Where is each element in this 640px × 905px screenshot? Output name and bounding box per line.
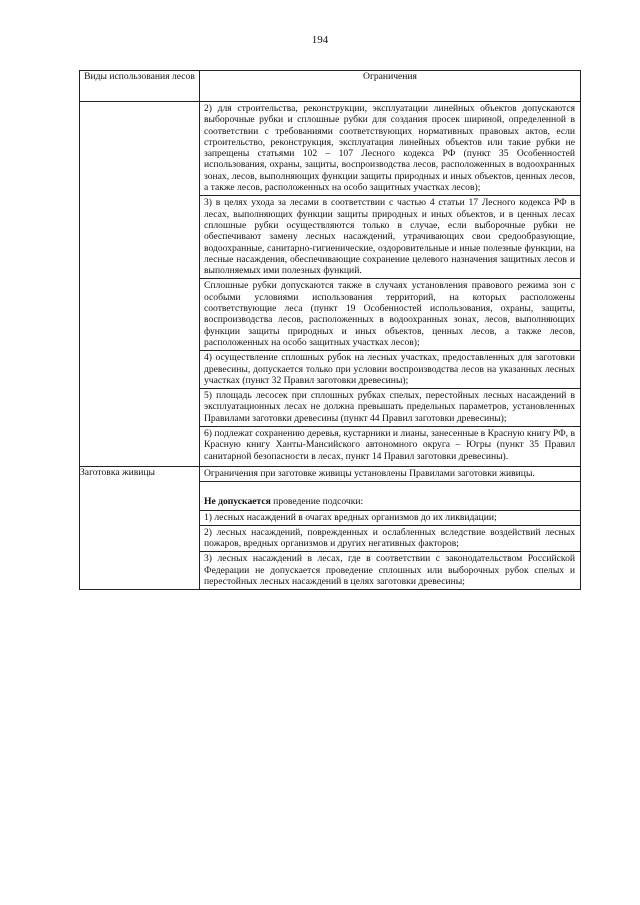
restrictions-table [79,70,581,590]
restriction-item: 3) лесных насаждений в лесах, где в соответствии с законодательством Российской Федерации не допускается проведение сплошных или выборочных рубок спелых и перестойных лесных насаждений в целях заготовки древесины; [204,553,575,587]
header-forest-use: Виды использования лесов [80,71,200,102]
restriction-item: 2) для строительства, реконструкции, эксплуатации линейных объектов допускаются выборочные рубки и сплошные рубки для создания просек шириной, определенной в соответствии с требованиями соответствующих нормативных правовых актов, если строительство, реконструкция, эксплуатация линейных объектов или такие рубки не запрещены статьями 102 – 107 Лесного кодекса РФ (пункт 35 Особенностей использования, охраны, защиты, воспроизводства лесов, расположенных в водоохранных зонах, лесов, выполняющих функции защиты природных и иных объектов, ценных лесов, а также лесов, расположенных на особо защитных участках лесов); [200,102,580,196]
blank-line [200,482,580,495]
table-row [80,466,581,589]
restriction-item: 4) осуществление сплошных рубок на лесных участках, предоставленных для заготовки древесины, допускается только при условии воспроизводства лесов на указанных лесных участках (пункт 32 Правил заготовки древесины); [200,351,580,389]
prohibition-bold: Не допускается [204,496,271,508]
restrictions-cell [200,466,581,589]
forest-use-cell: Заготовка живицы [80,466,200,589]
restrictions-cell [200,102,581,467]
table-row [80,102,581,467]
restriction-item: Сплошные рубки допускаются также в случаях установления правового режима зон с особыми условиями использования территорий, на которых расположены соответствующие леса (пункт 19 Особенностей использования, охраны, защиты, воспроизводства лесов, расположенных в водоохранных зонах, лесов, выполняющих функции защиты природных и иных объектов, ценных лесов, а также лесов, расположенных на особо защитных участках лесов); [200,279,580,351]
table-header-row [80,71,581,102]
restriction-item: 1) лесных насаждений в очагах вредных организмов до их ликвидации; [200,511,580,526]
prohibition-heading [200,495,580,510]
restriction-item: 3) в целях ухода за лесами в соответствии с частью 4 статьи 17 Лесного кодекса РФ в лесах, выполняющих функции защиты природных и иных объектов, и в ценных лесах сплошные рубки осуществляются только в случае, если выборочные рубки не обеспечивают замену лесных насаждений, утрачивающих свои средообразующие, водоохранные, санитарно-гигиенические, оздоровительные и иные полезные функции, на лесные насаждения, обеспечивающие сохранение целевого назначения защитных лесов и выполняемых ими полезных функций. [200,196,580,279]
header-restrictions: Ограничения [200,71,581,102]
page-number: 194 [311,34,329,46]
restriction-item: Ограничения при заготовке живицы установлены Правилами заготовки живицы. [200,467,580,482]
prohibition-text: проведение подсочки: [270,496,364,508]
restriction-item: 2) лесных насаждений, поврежденных и ослабленных вследствие воздействий лесных пожаров, вредных организмов и других негативных факторов; [200,526,580,553]
restriction-item: 6) подлежат сохранению деревья, кустарники и лианы, занесенные в Красную книгу РФ, в Красную книгу Ханты-Мансийского автономного округа – Югры (пункт 35 Правил санитарной безопасности в лесах, пункт 14 Правил заготовки древесины). [204,428,575,462]
forest-use-cell [80,102,200,467]
restriction-item: 5) площадь лесосек при сплошных рубках спелых, перестойных лесных насаждений в эксплуатационных лесах не должна превышать предельных параметров, установленных Правилами заготовки древесины (пункт 44 Правил заготовки древесины); [200,389,580,427]
